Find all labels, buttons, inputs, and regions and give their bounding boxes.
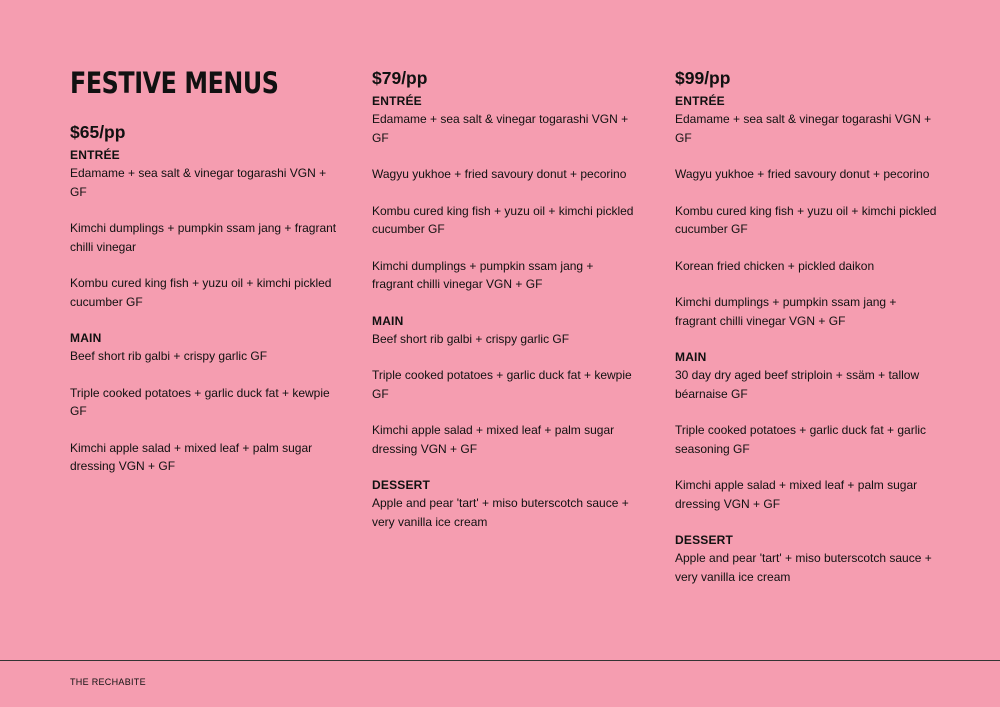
- menu-item: Kimchi dumplings + pumpkin ssam jang + fragrant chilli vinegar VGN + GF: [675, 295, 897, 328]
- menu-item: Triple cooked potatoes + garlic duck fat + kewpie GF: [372, 368, 632, 401]
- menu-item: Apple and pear 'tart' + miso buterscotch sauce + very vanilla ice cream: [675, 551, 932, 584]
- menu-item: Kimchi apple salad + mixed leaf + palm sugar dressing VGN + GF: [70, 440, 313, 473]
- menu-item: 30 day dry aged beef striploin + ssäm + tallow béarnaise GF: [675, 368, 920, 401]
- page-title: FESTIVE MENUS: [70, 66, 279, 100]
- section-heading: MAIN: [675, 350, 707, 364]
- menu-item: Kombu cured king fish + yuzu oil + kimchi pickled cucumber GF: [70, 276, 332, 309]
- menu-column-79: [372, 66, 634, 549]
- menu-section-main: [675, 348, 937, 513]
- section-heading: DESSERT: [372, 478, 431, 492]
- menu-item: Edamame + sea salt & vinegar togarashi VGN + GF: [70, 166, 327, 199]
- menu-section-main: [70, 329, 340, 476]
- menu-item: Kombu cured king fish + yuzu oil + kimchi pickled cucumber GF: [372, 203, 634, 236]
- menu-column-65: [70, 66, 340, 494]
- menu-section-entree: [70, 146, 340, 311]
- menu-item: Kimchi dumplings + pumpkin ssam jang + fragrant chilli vinegar: [70, 221, 337, 254]
- menu-item: Wagyu yukhoe + fried savoury donut + pecorino: [372, 167, 627, 181]
- menu-item: Kimchi apple salad + mixed leaf + palm sugar dressing VGN + GF: [675, 478, 918, 511]
- footer-divider: [0, 660, 1000, 661]
- section-heading: ENTRÉE: [675, 94, 725, 108]
- menu-item: Edamame + sea salt & vinegar togarashi VGN + GF: [675, 112, 932, 145]
- menu-item: Kimchi apple salad + mixed leaf + palm sugar dressing VGN + GF: [372, 423, 615, 456]
- menu-item: Apple and pear 'tart' + miso buterscotch sauce + very vanilla ice cream: [372, 496, 629, 529]
- menu-price: $79/pp: [372, 68, 428, 88]
- menu-item: Korean fried chicken + pickled daikon: [675, 258, 875, 273]
- menu-column-99: [675, 66, 937, 604]
- menu-item: Beef short rib galbi + crispy garlic GF: [372, 331, 570, 346]
- menu-section-main: [372, 312, 634, 459]
- menu-item: Triple cooked potatoes + garlic duck fat + garlic seasoning GF: [675, 423, 927, 456]
- menu-item: Edamame + sea salt & vinegar togarashi VGN + GF: [372, 112, 629, 145]
- section-heading: DESSERT: [675, 533, 734, 547]
- menu-item: Kimchi dumplings + pumpkin ssam jang + fragrant chilli vinegar VGN + GF: [372, 258, 594, 291]
- menu-section-dessert: [675, 531, 937, 586]
- section-heading: ENTRÉE: [70, 148, 120, 162]
- section-heading: ENTRÉE: [372, 94, 422, 108]
- menu-section-entree: [675, 92, 937, 330]
- menu-section-dessert: [372, 476, 634, 531]
- menu-item: Kombu cured king fish + yuzu oil + kimchi pickled cucumber GF: [675, 203, 937, 236]
- menu-item: Triple cooked potatoes + garlic duck fat + kewpie GF: [70, 385, 330, 418]
- section-heading: MAIN: [372, 313, 404, 328]
- menu-section-entree: [372, 92, 634, 294]
- menu-price: $99/pp: [675, 68, 731, 88]
- section-heading: MAIN: [70, 331, 102, 345]
- footer-brand: THE RECHABITE: [70, 677, 146, 687]
- menu-item: Wagyu yukhoe + fried savoury donut + pecorino: [675, 167, 930, 181]
- menu-item: Beef short rib galbi + crispy garlic GF: [70, 349, 268, 363]
- menu-price: $65/pp: [70, 122, 126, 142]
